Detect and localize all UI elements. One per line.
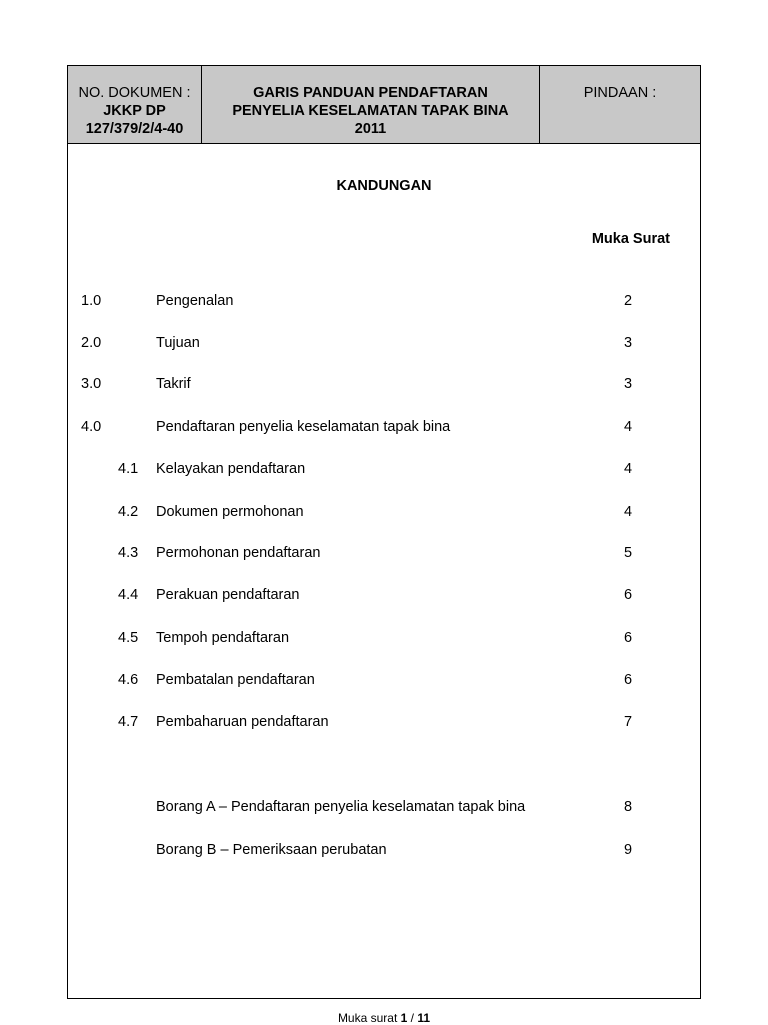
toc-row-label: Dokumen permohonan [156, 504, 304, 520]
document-header [68, 66, 700, 144]
toc-row-page: 4 [623, 461, 633, 477]
toc-row-label: Borang B – Pemeriksaan perubatan [156, 842, 387, 858]
toc-row-page: 6 [623, 587, 633, 603]
toc-row-label: Pengenalan [156, 293, 234, 309]
toc-row-number: 4.3 [118, 545, 139, 561]
amendment-label: PINDAAN : [583, 85, 657, 101]
toc-row-number: 4.6 [118, 672, 139, 688]
toc-row [68, 714, 700, 734]
toc-row-number: 4.1 [118, 461, 139, 477]
toc-row [68, 799, 700, 819]
doc-number-cell [68, 66, 202, 143]
toc-row-page: 3 [623, 376, 633, 392]
toc-row-number: 1.0 [81, 293, 102, 309]
toc-row-number: 4.7 [118, 714, 139, 730]
toc-row-page: 5 [623, 545, 633, 561]
doc-title-cell [202, 66, 540, 143]
doc-title-line1: GARIS PANDUAN PENDAFTARAN [253, 85, 488, 101]
amendment-cell [540, 66, 700, 143]
toc-row-number: 2.0 [81, 335, 102, 351]
toc-row [68, 672, 700, 692]
toc-row-label: Pembaharuan pendaftaran [156, 714, 329, 730]
toc-row-label: Tujuan [156, 335, 200, 351]
doc-number-label: NO. DOKUMEN : [78, 85, 191, 101]
toc-row-page: 4 [623, 419, 633, 435]
toc-row-number: 4.0 [81, 419, 102, 435]
toc-row-number: 4.2 [118, 504, 139, 520]
toc-row [68, 376, 700, 396]
toc-row-page: 8 [623, 799, 633, 815]
contents-title: KANDUNGAN [336, 178, 432, 194]
toc-row-page: 3 [623, 335, 633, 351]
toc-row-number: 4.5 [118, 630, 139, 646]
toc-row-label: Perakuan pendaftaran [156, 587, 300, 603]
toc-row [68, 293, 700, 313]
toc-row-page: 4 [623, 504, 633, 520]
document-frame [67, 65, 701, 999]
toc-row-page: 2 [623, 293, 633, 309]
toc-row-page: 7 [623, 714, 633, 730]
toc-row-page: 9 [623, 842, 633, 858]
toc-row-label: Takrif [156, 376, 191, 392]
page-column-heading: Muka Surat [591, 231, 670, 247]
doc-title-line2: PENYELIA KESELAMATAN TAPAK BINA [232, 103, 509, 119]
doc-code-line1: JKKP DP [103, 103, 166, 119]
toc-row [68, 545, 700, 565]
toc-row-label: Pendaftaran penyelia keselamatan tapak bina [156, 419, 451, 435]
toc-row-label: Tempoh pendaftaran [156, 630, 290, 646]
doc-code-line2: 127/379/2/4-40 [85, 121, 184, 137]
footer-total-pages: 11 [417, 1011, 431, 1025]
toc-row-number: 4.4 [118, 587, 139, 603]
footer-separator: / [410, 1011, 415, 1025]
toc-row [68, 842, 700, 862]
footer-current-page: 1 [400, 1011, 408, 1025]
toc-row-page: 6 [623, 630, 633, 646]
toc-row [68, 504, 700, 524]
toc-row [68, 461, 700, 481]
toc-row-page: 6 [623, 672, 633, 688]
footer-prefix: Muka surat [337, 1011, 398, 1025]
toc-row [68, 335, 700, 355]
page-footer [0, 1011, 768, 1025]
toc-row [68, 587, 700, 607]
toc-row-label: Pembatalan pendaftaran [156, 672, 315, 688]
toc-row-label: Kelayakan pendaftaran [156, 461, 306, 477]
toc-row-number: 3.0 [81, 376, 102, 392]
toc-row [68, 419, 700, 439]
toc-row-label: Permohonan pendaftaran [156, 545, 321, 561]
toc-row-label: Borang A – Pendaftaran penyelia keselamatan tapak bina [156, 799, 526, 815]
toc-row [68, 630, 700, 650]
doc-title-line3: 2011 [354, 121, 387, 137]
